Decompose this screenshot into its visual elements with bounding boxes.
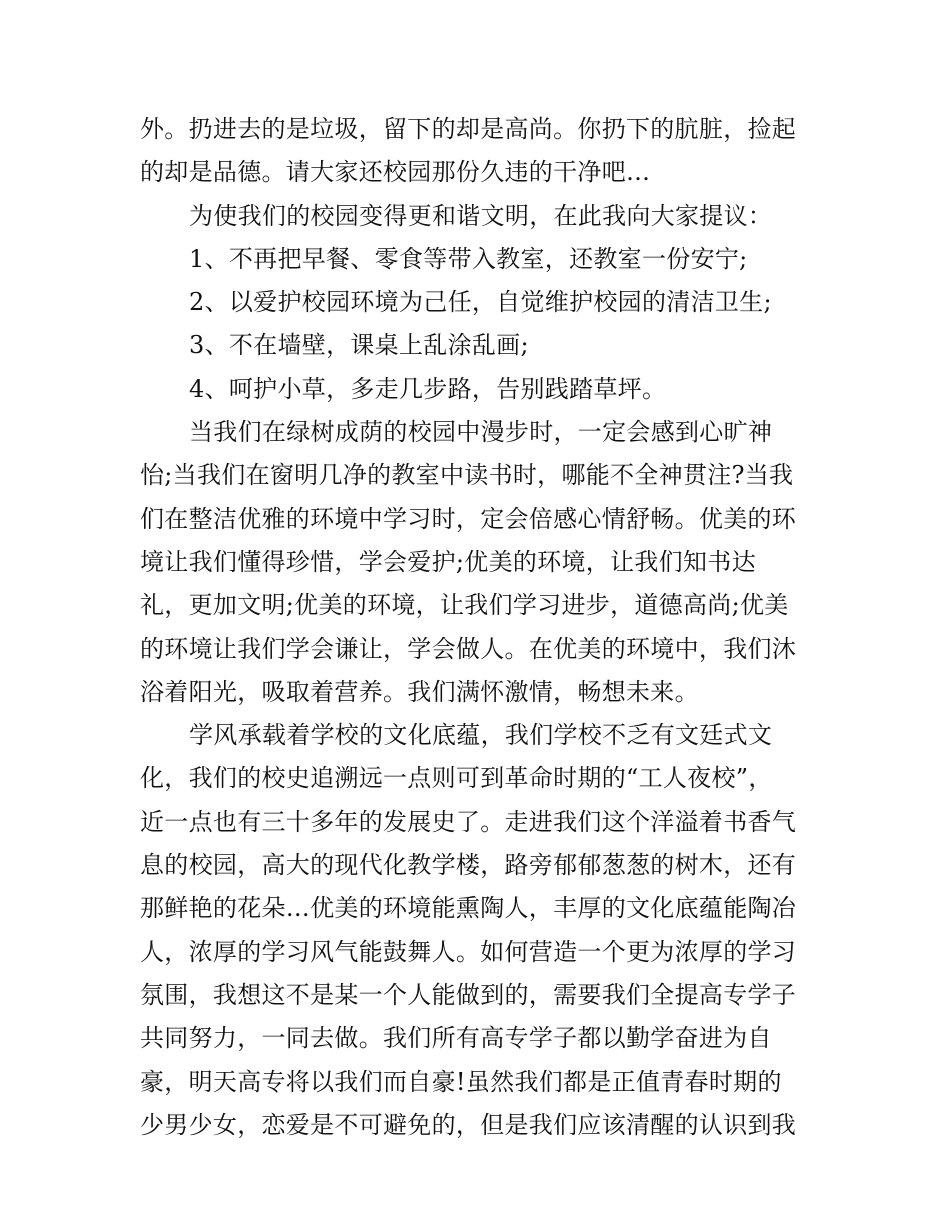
list-item: 4、呵护小草，多走几步路，告别践踏草坪。	[189, 374, 667, 403]
text-line: 的环境让我们学会谦让，学会做人。在优美的环境中，我们沐	[140, 634, 797, 663]
text-line: 氛围，我想这不是某一个人能做到的，需要我们全提高专学子	[140, 980, 797, 1009]
list-item: 1、不再把早餐、零食等带入教室，还教室一份安宁;	[189, 244, 748, 273]
text-line: 人，浓厚的学习风气能鼓舞人。如何营造一个更为浓厚的学习	[140, 937, 797, 966]
text-line: 浴着阳光，吸取着营养。我们满怀激情，畅想未来。	[140, 677, 699, 706]
text-line: 近一点也有三十多年的发展史了。走进我们这个洋溢着书香气	[140, 807, 797, 836]
text-line: 共同努力，一同去做。我们所有高专学子都以勤学奋进为自	[140, 1024, 772, 1053]
text-line: 少男少女，恋爱是不可避免的，但是我们应该清醒的认识到我	[140, 1110, 797, 1139]
text-line: 当我们在绿树成荫的校园中漫步时，一定会感到心旷神	[189, 418, 773, 447]
text-line: 化，我们的校史追溯远一点则可到革命时期的“工人夜校”，	[140, 764, 773, 793]
text-line: 境让我们懂得珍惜，学会爱护;优美的环境，让我们知书达	[140, 547, 756, 576]
text-line: 们在整洁优雅的环境中学习时，定会倍感心情舒畅。优美的环	[140, 504, 797, 533]
text-line: 外。扔进去的是垃圾，留下的却是高尚。你扔下的肮脏，捡起	[140, 115, 797, 143]
list-item: 3、不在墙壁，课桌上乱涂乱画;	[189, 331, 529, 360]
text-line: 的却是品德。请大家还校园那份久违的干净吧…	[140, 158, 651, 187]
text-line: 息的校园，高大的现代化教学楼，路旁郁郁葱葱的树木，还有	[140, 851, 797, 880]
text-line: 为使我们的校园变得更和谐文明，在此我向大家提议：	[189, 201, 773, 230]
document-body	[140, 108, 820, 1147]
text-line: 豪，明天高专将以我们而自豪!虽然我们都是正值青春时期的	[140, 1067, 782, 1096]
text-line: 怡;当我们在窗明几净的教室中读书时，哪能不全神贯注?当我	[140, 461, 794, 490]
text-line: 礼，更加文明;优美的环境，让我们学习进步，道德高尚;优美	[140, 591, 789, 620]
text-line: 那鲜艳的花朵…优美的环境能熏陶人，丰厚的文化底蕴能陶冶	[140, 894, 797, 923]
list-item: 2、以爱护校园环境为己任，自觉维护校园的清洁卫生;	[189, 288, 772, 317]
text-line: 学风承载着学校的文化底蕴，我们学校不乏有文廷式文	[189, 721, 773, 750]
